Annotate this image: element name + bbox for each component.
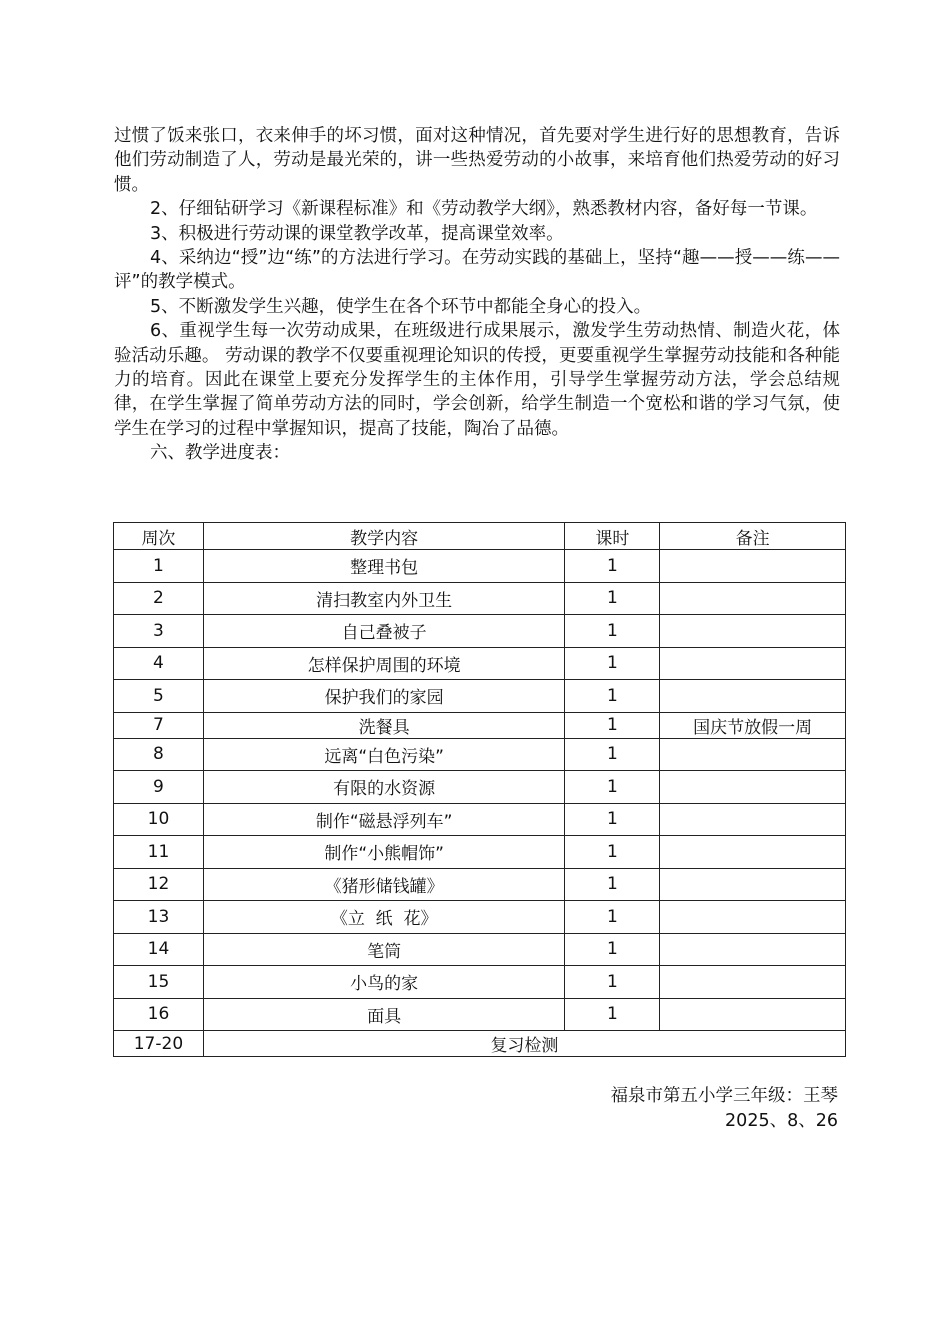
cell-content: 制作“小熊帽饰”: [203, 836, 565, 869]
cell-week: 15: [114, 966, 204, 999]
signature-date: 2025、8、26: [725, 1111, 838, 1131]
cell-week: 9: [114, 771, 204, 804]
cell-content: 有限的水资源: [203, 771, 565, 804]
cell-week: 4: [114, 647, 204, 680]
table-row: [114, 836, 846, 869]
cell-notes: [660, 803, 846, 836]
cell-notes: [660, 550, 846, 583]
cell-hours: 1: [565, 803, 660, 836]
table-row: [114, 803, 846, 836]
paragraph-item-3: 3、积极进行劳动课的课堂教学改革，提高课堂效率。: [150, 223, 564, 244]
table-header-row: [114, 523, 846, 550]
cell-content: 《立 纸 花》: [203, 901, 565, 934]
cell-week: 12: [114, 868, 204, 901]
cell-week: 3: [114, 615, 204, 648]
cell-hours: 1: [565, 771, 660, 804]
paragraph-item-2: 2、仔细钻研学习《新课程标准》和《劳动教学大纲》，熟悉教材内容，备好每一节课。: [150, 199, 818, 220]
signature-author: 福泉市第五小学三年级：王琴: [610, 1086, 838, 1106]
cell-week: 14: [114, 933, 204, 966]
cell-week: 8: [114, 738, 204, 771]
cell-hours: 1: [565, 738, 660, 771]
table-row: [114, 647, 846, 680]
table-row: [114, 680, 846, 713]
cell-notes: [660, 647, 846, 680]
schedule-table: [113, 522, 846, 1057]
table-row: [114, 998, 846, 1031]
cell-notes: [660, 868, 846, 901]
cell-content: 怎样保护周围的环境: [203, 647, 565, 680]
cell-notes: [660, 836, 846, 869]
cell-content: 保护我们的家园: [203, 680, 565, 713]
cell-hours: 1: [565, 966, 660, 999]
cell-notes: [660, 901, 846, 934]
signature-block: [611, 1084, 839, 1134]
section-heading-schedule: 六、教学进度表：: [150, 443, 290, 464]
cell-hours: 1: [565, 998, 660, 1031]
cell-notes: [660, 738, 846, 771]
cell-notes: [660, 771, 846, 804]
cell-content: 小鸟的家: [203, 966, 565, 999]
cell-hours: 1: [565, 868, 660, 901]
cell-hours: 1: [565, 582, 660, 615]
table-row: [114, 582, 846, 615]
cell-hours: 1: [565, 680, 660, 713]
cell-notes: [660, 933, 846, 966]
cell-week: 13: [114, 901, 204, 934]
header-notes: 备注: [660, 523, 846, 550]
paragraph-item-5: 5、不断激发学生兴趣，使学生在各个环节中都能全身心的投入。: [150, 296, 652, 317]
cell-content: 自己叠被子: [203, 615, 565, 648]
cell-hours: 1: [565, 901, 660, 934]
header-content: 教学内容: [203, 523, 565, 550]
cell-content: 远离“白色污染”: [203, 738, 565, 771]
paragraph-continuation: 过惯了饭来张口，衣来伸手的坏习惯，面对这种情况，首先要对学生进行好的思想教育，告诉他们劳动制造了人，劳动是最光荣的，讲一些热爱劳动的小故事，来培育他们热爱劳动的好习惯。: [114, 126, 840, 195]
table-row: [114, 933, 846, 966]
table-row: [114, 712, 846, 738]
table-row-review: [114, 1031, 846, 1057]
cell-hours: 1: [565, 550, 660, 583]
header-hours: 课时: [565, 523, 660, 550]
cell-notes: [660, 966, 846, 999]
cell-content: 面具: [203, 998, 565, 1031]
paragraph-item-6: 6、重视学生每一次劳动成果，在班级进行成果展示，激发学生劳动热情、制造火花，体验活动乐趣。 劳动课的教学不仅要重视理论知识的传授，更要重视学生掌握劳动技能和各种能力的培育。因此在课堂上要充分发挥学生的主体作用，引导学生掌握劳动方法，学会总结规律，在学生掌握了简单劳动方法的同时，学会创新，给学生制造一个宽松和谐的学习气氛，使学生在学习的过程中掌握知识，提高了技能，陶冶了品德。: [114, 321, 840, 439]
cell-content: 清扫教室内外卫生: [203, 582, 565, 615]
cell-review-content: 复习检测: [203, 1031, 845, 1057]
cell-notes: [660, 615, 846, 648]
cell-hours: 1: [565, 933, 660, 966]
cell-notes: [660, 680, 846, 713]
cell-hours: 1: [565, 836, 660, 869]
cell-notes: 国庆节放假一周: [660, 712, 846, 738]
cell-content: 整理书包: [203, 550, 565, 583]
cell-week: 11: [114, 836, 204, 869]
table-row: [114, 901, 846, 934]
cell-content: 制作“磁悬浮列车”: [203, 803, 565, 836]
cell-content: 洗餐具: [203, 712, 565, 738]
paragraph-item-4: 4、采纳边“授”边“练”的方法进行学习。在劳动实践的基础上，坚持“趣——授——练——评”的教学模式。: [114, 248, 840, 293]
cell-notes: [660, 998, 846, 1031]
header-week: 周次: [114, 523, 204, 550]
cell-notes: [660, 582, 846, 615]
cell-week: 5: [114, 680, 204, 713]
cell-content: 《猪形储钱罐》: [203, 868, 565, 901]
cell-hours: 1: [565, 615, 660, 648]
cell-hours: 1: [565, 647, 660, 680]
cell-week: 10: [114, 803, 204, 836]
table-row: [114, 771, 846, 804]
table-row: [114, 738, 846, 771]
cell-week: 7: [114, 712, 204, 738]
cell-week: 17-20: [114, 1031, 204, 1057]
document-body: [114, 124, 840, 466]
cell-week: 1: [114, 550, 204, 583]
cell-hours: 1: [565, 712, 660, 738]
table-row: [114, 868, 846, 901]
table-row: [114, 550, 846, 583]
cell-week: 16: [114, 998, 204, 1031]
cell-week: 2: [114, 582, 204, 615]
table-row: [114, 615, 846, 648]
table-row: [114, 966, 846, 999]
cell-content: 笔筒: [203, 933, 565, 966]
